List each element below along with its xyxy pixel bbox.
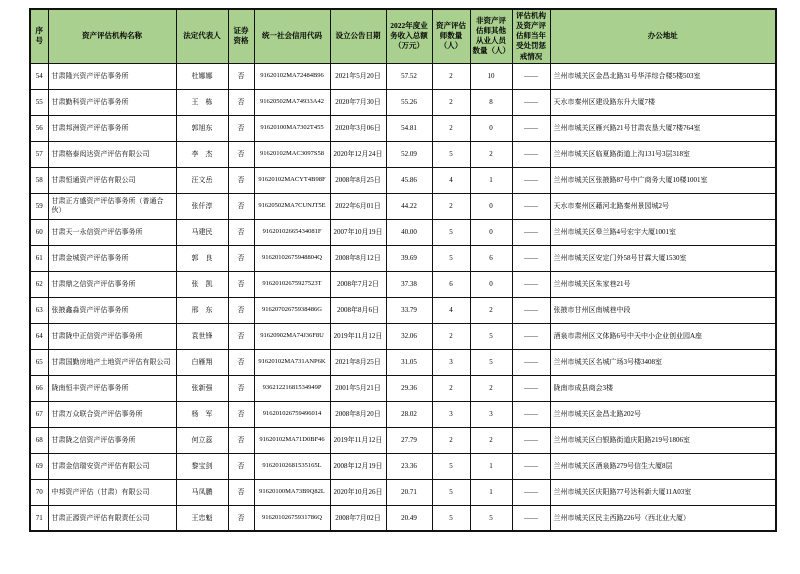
cell-credit_code: 91620502MA7CUNJT5E — [254, 193, 330, 219]
cell-appraisers: 2 — [432, 427, 470, 453]
cell-credit_code: 91620102675948804Q — [254, 245, 330, 271]
column-header-announce_date: 设立公告日期 — [330, 9, 386, 63]
cell-income: 32.06 — [386, 323, 432, 349]
cell-others: 1 — [470, 453, 512, 479]
cell-address: 酒泉市肃州区文体路6号中天中小企业创业园A座 — [550, 323, 776, 349]
cell-name: 甘肃勤科资产评估事务所 — [48, 89, 176, 115]
cell-income: 55.26 — [386, 89, 432, 115]
cell-income: 27.79 — [386, 427, 432, 453]
cell-penalty: —— — [512, 401, 550, 427]
header-row — [30, 9, 776, 63]
cell-penalty: —— — [512, 479, 550, 505]
table-row — [30, 245, 776, 271]
cell-address: 兰州市城关区民主西路226号（西北业大厦） — [550, 505, 776, 531]
cell-credit_code: 91620102MACYT4B98F — [254, 167, 330, 193]
cell-address: 兰州市城关区白银路街道庆阳路219号1806室 — [550, 427, 776, 453]
table-head — [30, 9, 776, 63]
cell-address: 天水市秦州区建设路东升大厦7楼 — [550, 89, 776, 115]
cell-penalty: —— — [512, 115, 550, 141]
cell-securities: 否 — [228, 141, 254, 167]
cell-legal_rep: 王 栋 — [176, 89, 228, 115]
table-row — [30, 427, 776, 453]
cell-legal_rep: 杜娜娜 — [176, 63, 228, 89]
cell-appraisers: 5 — [432, 505, 470, 531]
cell-announce_date: 2008年8月25日 — [330, 167, 386, 193]
table-row — [30, 401, 776, 427]
cell-credit_code: 91620102MA72484B96 — [254, 63, 330, 89]
cell-address: 兰州市城关区金昌北路202号 — [550, 401, 776, 427]
table-row — [30, 297, 776, 323]
appraisal-institutions-table — [29, 8, 777, 532]
cell-penalty: —— — [512, 271, 550, 297]
cell-income: 23.36 — [386, 453, 432, 479]
cell-name: 甘肃陇中正信资产评估事务所 — [48, 323, 176, 349]
cell-securities: 否 — [228, 375, 254, 401]
cell-name: 甘肃鼎之信资产评估事务所 — [48, 271, 176, 297]
cell-index: 59 — [30, 193, 48, 219]
cell-address: 兰州市城关区庆阳路77号达科新大厦11A03室 — [550, 479, 776, 505]
cell-securities: 否 — [228, 505, 254, 531]
cell-income: 28.02 — [386, 401, 432, 427]
cell-income: 57.52 — [386, 63, 432, 89]
cell-others: 0 — [470, 271, 512, 297]
table-row — [30, 271, 776, 297]
cell-index: 67 — [30, 401, 48, 427]
cell-penalty: —— — [512, 193, 550, 219]
cell-name: 甘肃万众联合资产评估事务所 — [48, 401, 176, 427]
cell-credit_code: 91620102MAC3097S58 — [254, 141, 330, 167]
cell-others: 5 — [470, 505, 512, 531]
table-row — [30, 63, 776, 89]
cell-income: 54.81 — [386, 115, 432, 141]
cell-announce_date: 2021年8月25日 — [330, 349, 386, 375]
table-row — [30, 349, 776, 375]
document-sheet — [0, 8, 800, 574]
cell-legal_rep: 杨 军 — [176, 401, 228, 427]
table-row — [30, 219, 776, 245]
cell-credit_code: 91620102MA71D0BF46 — [254, 427, 330, 453]
cell-securities: 否 — [228, 115, 254, 141]
cell-appraisers: 2 — [432, 323, 470, 349]
cell-securities: 否 — [228, 193, 254, 219]
cell-index: 68 — [30, 427, 48, 453]
cell-securities: 否 — [228, 63, 254, 89]
cell-name: 甘肃格泰闳达资产评估有限公司 — [48, 141, 176, 167]
cell-penalty: —— — [512, 505, 550, 531]
cell-address: 兰州市城关区金昌北路31号华洋综合楼5楼503室 — [550, 63, 776, 89]
cell-legal_rep: 邢 东 — [176, 297, 228, 323]
cell-legal_rep: 汪文岳 — [176, 167, 228, 193]
cell-legal_rep: 白雁翔 — [176, 349, 228, 375]
cell-announce_date: 2020年10月26日 — [330, 479, 386, 505]
cell-announce_date: 2008年7月02日 — [330, 505, 386, 531]
column-header-legal_rep: 法定代表人 — [176, 9, 228, 63]
column-header-index: 序号 — [30, 9, 48, 63]
cell-name: 甘肃金信瑞安资产评估有限公司 — [48, 453, 176, 479]
column-header-credit_code: 统一社会信用代码 — [254, 9, 330, 63]
cell-legal_rep: 张新强 — [176, 375, 228, 401]
cell-address: 张掖市甘州区南城巷中段 — [550, 297, 776, 323]
cell-address: 兰州市城关区朱家巷21号 — [550, 271, 776, 297]
cell-announce_date: 2020年7月30日 — [330, 89, 386, 115]
cell-announce_date: 2020年12月24日 — [330, 141, 386, 167]
cell-income: 33.79 — [386, 297, 432, 323]
cell-securities: 否 — [228, 89, 254, 115]
column-header-address: 办公地址 — [550, 9, 776, 63]
table-body — [30, 63, 776, 531]
cell-securities: 否 — [228, 219, 254, 245]
cell-index: 58 — [30, 167, 48, 193]
cell-name: 甘肃正源资产评估有限责任公司 — [48, 505, 176, 531]
cell-others: 8 — [470, 89, 512, 115]
table-row — [30, 479, 776, 505]
cell-appraisers: 5 — [432, 479, 470, 505]
cell-index: 63 — [30, 297, 48, 323]
cell-income: 31.05 — [386, 349, 432, 375]
cell-others: 3 — [470, 401, 512, 427]
cell-income: 52.09 — [386, 141, 432, 167]
cell-others: 2 — [470, 427, 512, 453]
cell-appraisers: 5 — [432, 141, 470, 167]
cell-penalty: —— — [512, 349, 550, 375]
cell-penalty: —— — [512, 427, 550, 453]
cell-income: 20.71 — [386, 479, 432, 505]
cell-announce_date: 2001年5月21日 — [330, 375, 386, 401]
cell-index: 60 — [30, 219, 48, 245]
cell-securities: 否 — [228, 167, 254, 193]
cell-securities: 否 — [228, 323, 254, 349]
cell-index: 70 — [30, 479, 48, 505]
cell-name: 甘肃国勤房地产土地资产评估有限公司 — [48, 349, 176, 375]
cell-address: 兰州市城关区名城广场3号楼3408室 — [550, 349, 776, 375]
cell-legal_rep: 郭旭东 — [176, 115, 228, 141]
cell-penalty: —— — [512, 297, 550, 323]
cell-name: 甘肃隆兴资产评估事务所 — [48, 63, 176, 89]
cell-index: 66 — [30, 375, 48, 401]
cell-securities: 否 — [228, 297, 254, 323]
cell-penalty: —— — [512, 63, 550, 89]
cell-securities: 否 — [228, 245, 254, 271]
cell-announce_date: 2022年6月01日 — [330, 193, 386, 219]
cell-legal_rep: 黎宝剑 — [176, 453, 228, 479]
cell-index: 71 — [30, 505, 48, 531]
table-row — [30, 505, 776, 531]
cell-credit_code: 91620702675938486G — [254, 297, 330, 323]
cell-credit_code: 91620902MA74J36F8U — [254, 323, 330, 349]
cell-appraisers: 3 — [432, 401, 470, 427]
cell-name: 陇南恒丰资产评估事务所 — [48, 375, 176, 401]
table-row — [30, 375, 776, 401]
cell-others: 2 — [470, 375, 512, 401]
cell-credit_code: 916201026759496014 — [254, 401, 330, 427]
cell-address: 兰州市城关区张掖路87号中广商务大厦10楼1001室 — [550, 167, 776, 193]
cell-income: 29.36 — [386, 375, 432, 401]
cell-legal_rep: 李 杰 — [176, 141, 228, 167]
cell-legal_rep: 张仟淳 — [176, 193, 228, 219]
cell-securities: 否 — [228, 271, 254, 297]
column-header-income: 2022年度业务收入总额（万元） — [386, 9, 432, 63]
cell-name: 张掖鑫淼资产评估事务所 — [48, 297, 176, 323]
cell-appraisers: 3 — [432, 349, 470, 375]
table-row — [30, 115, 776, 141]
cell-legal_rep: 张 凯 — [176, 271, 228, 297]
cell-penalty: —— — [512, 89, 550, 115]
cell-name: 甘肃恒通资产评估有限公司 — [48, 167, 176, 193]
cell-appraisers: 5 — [432, 219, 470, 245]
cell-announce_date: 2008年12月19日 — [330, 453, 386, 479]
cell-appraisers: 6 — [432, 271, 470, 297]
cell-announce_date: 2008年8月6日 — [330, 297, 386, 323]
cell-appraisers: 5 — [432, 245, 470, 271]
cell-credit_code: 91620502MA74933A42 — [254, 89, 330, 115]
cell-others: 0 — [470, 219, 512, 245]
cell-announce_date: 2007年10月19日 — [330, 219, 386, 245]
cell-securities: 否 — [228, 453, 254, 479]
cell-credit_code: 91620102681535165L — [254, 453, 330, 479]
cell-others: 5 — [470, 323, 512, 349]
cell-name: 甘肃陇之信资产评估事务所 — [48, 427, 176, 453]
column-header-securities: 证券资格 — [228, 9, 254, 63]
cell-appraisers: 2 — [432, 115, 470, 141]
cell-penalty: —— — [512, 323, 550, 349]
cell-others: 1 — [470, 479, 512, 505]
cell-announce_date: 2021年5月20日 — [330, 63, 386, 89]
cell-income: 44.22 — [386, 193, 432, 219]
cell-credit_code: 91620102665434081F — [254, 219, 330, 245]
cell-others: 6 — [470, 245, 512, 271]
cell-index: 65 — [30, 349, 48, 375]
cell-name: 中邦资产评估（甘肃）有限公司 — [48, 479, 176, 505]
table-row — [30, 453, 776, 479]
cell-announce_date: 2019年11月12日 — [330, 427, 386, 453]
cell-credit_code: 91620102675927523T — [254, 271, 330, 297]
cell-index: 62 — [30, 271, 48, 297]
cell-others: 1 — [470, 167, 512, 193]
cell-legal_rep: 何立蕊 — [176, 427, 228, 453]
table-row — [30, 193, 776, 219]
cell-others: 5 — [470, 349, 512, 375]
cell-address: 天水市秦州区藉河北路秦州景园城2号 — [550, 193, 776, 219]
cell-name: 甘肃天一永信资产评估事务所 — [48, 219, 176, 245]
cell-legal_rep: 马建民 — [176, 219, 228, 245]
cell-appraisers: 4 — [432, 167, 470, 193]
cell-credit_code: 91620102MA731ANP6K — [254, 349, 330, 375]
cell-penalty: —— — [512, 141, 550, 167]
cell-legal_rep: 郭 良 — [176, 245, 228, 271]
column-header-name: 资产评估机构名称 — [48, 9, 176, 63]
cell-penalty: —— — [512, 219, 550, 245]
cell-credit_code: 93621221681534949P — [254, 375, 330, 401]
cell-index: 57 — [30, 141, 48, 167]
cell-legal_rep: 马凤鹏 — [176, 479, 228, 505]
cell-others: 2 — [470, 297, 512, 323]
cell-others: 0 — [470, 115, 512, 141]
cell-announce_date: 2008年8月20日 — [330, 401, 386, 427]
cell-securities: 否 — [228, 349, 254, 375]
cell-address: 兰州市城关区临夏路街道上沟131号3层318室 — [550, 141, 776, 167]
cell-name: 甘肃金城资产评估事务所 — [48, 245, 176, 271]
cell-name: 甘肃正方盛资产评估事务所（普通合伙） — [48, 193, 176, 219]
cell-income: 39.69 — [386, 245, 432, 271]
cell-securities: 否 — [228, 427, 254, 453]
cell-credit_code: 91620100MA7302T455 — [254, 115, 330, 141]
cell-appraisers: 2 — [432, 193, 470, 219]
cell-others: 0 — [470, 193, 512, 219]
table-row — [30, 141, 776, 167]
cell-penalty: —— — [512, 245, 550, 271]
cell-appraisers: 2 — [432, 89, 470, 115]
cell-appraisers: 2 — [432, 375, 470, 401]
cell-credit_code: 91620102675931786Q — [254, 505, 330, 531]
cell-address: 兰州市城关区雁兴路21号甘肃农垦大厦7楼764室 — [550, 115, 776, 141]
column-header-penalty: 评估机构及资产评估师当年受处罚惩戒情况 — [512, 9, 550, 63]
cell-announce_date: 2019年11月12日 — [330, 323, 386, 349]
cell-index: 61 — [30, 245, 48, 271]
cell-address: 兰州市城关区皋兰路4号宏宇大厦1001室 — [550, 219, 776, 245]
cell-others: 2 — [470, 141, 512, 167]
cell-income: 37.38 — [386, 271, 432, 297]
cell-securities: 否 — [228, 401, 254, 427]
cell-legal_rep: 袁世锋 — [176, 323, 228, 349]
table-row — [30, 167, 776, 193]
cell-legal_rep: 王忠魁 — [176, 505, 228, 531]
cell-income: 20.49 — [386, 505, 432, 531]
cell-securities: 否 — [228, 479, 254, 505]
cell-income: 45.86 — [386, 167, 432, 193]
cell-index: 64 — [30, 323, 48, 349]
cell-appraisers: 4 — [432, 297, 470, 323]
column-header-others: 非资产评估师其他从业人员数量（人） — [470, 9, 512, 63]
cell-index: 56 — [30, 115, 48, 141]
cell-appraisers: 2 — [432, 63, 470, 89]
cell-index: 69 — [30, 453, 48, 479]
cell-name: 甘肃邦洲资产评估事务所 — [48, 115, 176, 141]
cell-penalty: —— — [512, 167, 550, 193]
cell-announce_date: 2008年7月2日 — [330, 271, 386, 297]
cell-penalty: —— — [512, 375, 550, 401]
cell-announce_date: 2020年3月06日 — [330, 115, 386, 141]
column-header-appraisers: 资产评估师数量（人） — [432, 9, 470, 63]
cell-address: 陇南市成县商会3楼 — [550, 375, 776, 401]
cell-credit_code: 91620100MA73B9Q82L — [254, 479, 330, 505]
table-row — [30, 89, 776, 115]
cell-index: 55 — [30, 89, 48, 115]
cell-income: 40.00 — [386, 219, 432, 245]
cell-appraisers: 5 — [432, 453, 470, 479]
cell-index: 54 — [30, 63, 48, 89]
cell-address: 兰州市城关区酒泉路279号信生大厦8层 — [550, 453, 776, 479]
cell-address: 兰州市城关区安定门外58号甘霖大厦1530室 — [550, 245, 776, 271]
cell-announce_date: 2008年8月12日 — [330, 245, 386, 271]
table-row — [30, 323, 776, 349]
cell-others: 10 — [470, 63, 512, 89]
cell-penalty: —— — [512, 453, 550, 479]
